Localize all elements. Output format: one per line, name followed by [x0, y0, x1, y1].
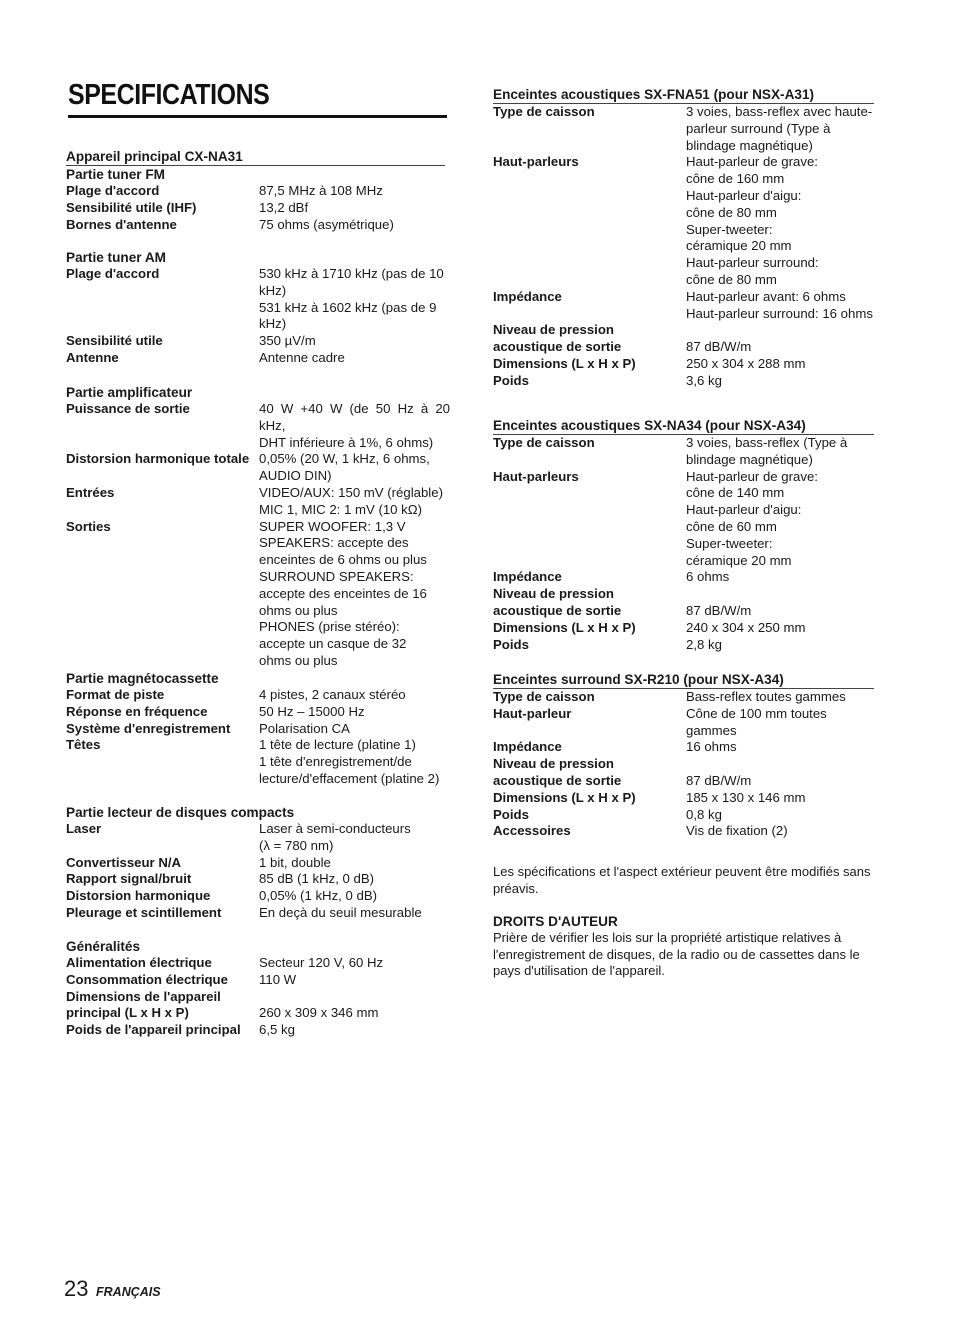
sub-heading: Partie amplificateur [66, 385, 193, 400]
spec-label: Impédance [493, 739, 562, 755]
spec-row [493, 104, 877, 154]
cd-section [66, 804, 450, 922]
spec-label: Type de caisson [493, 435, 595, 450]
spec-label: Poids [493, 636, 529, 652]
sub-heading: Partie tuner AM [66, 250, 166, 265]
spec-label: Rapport signal/bruit [66, 871, 192, 887]
spec-value: 50 Hz – 15000 Hz [259, 703, 365, 719]
spec-value: 3 voies, bass-reflex avec haute- parleur surround (Type à blindage magnétique) [686, 104, 873, 153]
spec-label: Entrées [66, 484, 115, 500]
sub-heading: Généralités [66, 939, 141, 954]
spec-value: 0,8 kg [686, 806, 722, 822]
spec-value: 75 ohms (asymétrique) [259, 216, 394, 232]
spec-row [493, 154, 877, 288]
spec-value: Vis de fixation (2) [686, 823, 788, 839]
spec-row [66, 871, 450, 888]
page-number: 23 [64, 1276, 89, 1301]
spec-row [493, 469, 877, 570]
spec-label: Bornes d'antenne [66, 216, 177, 232]
spec-row [66, 855, 450, 872]
spec-label: Niveau de pression acoustique de sortie [493, 586, 622, 618]
spec-row [66, 888, 450, 905]
spec-row [66, 905, 450, 922]
copyright-heading: DROITS D'AUTEUR [493, 914, 618, 929]
spec-label: Niveau de pression acoustique de sortie [493, 322, 622, 355]
tape-section [66, 670, 450, 788]
spec-row [493, 706, 877, 740]
spec-table [66, 955, 450, 1039]
spec-value: Cône de 100 mm toutes gammes [686, 705, 827, 738]
spec-label: Dimensions de l'appareil principal (L x H x P) [66, 988, 221, 1021]
spec-value: En deçà du seuil mesurable [259, 904, 422, 920]
spec-label: Sensibilité utile (IHF) [66, 199, 197, 215]
spec-label: Puissance de sortie [66, 401, 190, 416]
spec-label: Plage d'accord [66, 183, 160, 198]
spec-row [66, 704, 450, 721]
sub-heading: Partie tuner FM [66, 167, 165, 182]
spec-value: 250 x 304 x 288 mm [686, 355, 806, 371]
spec-value: 16 ohms [686, 739, 737, 755]
spec-table [66, 266, 450, 367]
spec-value: 6,5 kg [259, 1022, 295, 1038]
notice-text: Les spécifications et l'aspect extérieur peuvent être modifiés sans préavis. [493, 864, 871, 896]
spec-value: 2,8 kg [686, 636, 722, 652]
spec-row [493, 620, 877, 637]
main-unit-section [66, 148, 450, 233]
spec-value: 0,05% (1 kHz, 0 dB) [259, 888, 378, 904]
spec-label: Laser [66, 821, 102, 836]
spec-value: 530 kHz à 1710 kHz (pas de 10 kHz) 531 kHz à 1602 kHz (pas de 9 kHz) [259, 266, 444, 332]
spec-value: Haut-parleur avant: 6 ohms Haut-parleur surround: 16 ohms [686, 288, 873, 321]
spec-value: 260 x 309 x 346 mm [259, 1005, 379, 1021]
spec-label: Type de caisson [493, 689, 595, 704]
spec-value: 6 ohms [686, 569, 730, 585]
spec-value: 40 W +40 W (de 50 Hz à 20 kHz, DHT inférieure à 1%, 6 ohms) [259, 401, 450, 450]
title-rule [68, 115, 447, 118]
section-heading: Enceintes surround SX-R210 (pour NSX-A34) [493, 672, 784, 687]
amplifier-section [66, 384, 450, 670]
spec-value: Laser à semi-conducteurs (λ = 780 nm) [259, 821, 411, 853]
spec-row [66, 821, 450, 855]
spec-value: 0,05% (20 W, 1 kHz, 6 ohms, AUDIO DIN) [259, 451, 430, 484]
spec-row [493, 790, 877, 807]
spec-value: 13,2 dBf [259, 199, 309, 215]
spec-label: Sorties [66, 518, 111, 534]
spec-value: Secteur 120 V, 60 Hz [259, 955, 384, 970]
spec-label: Pleurage et scintillement [66, 904, 222, 920]
spec-row [66, 217, 450, 234]
spec-label: Têtes [66, 737, 101, 753]
spec-row [66, 721, 450, 738]
spec-row [66, 955, 450, 972]
spec-row [493, 807, 877, 824]
spec-value: 185 x 130 x 146 mm [686, 789, 806, 805]
spec-value: 110 W [259, 971, 297, 987]
spec-label: Haut-parleurs [493, 154, 579, 170]
spec-label: Réponse en fréquence [66, 703, 208, 719]
spec-row [66, 266, 450, 333]
spec-row [66, 519, 450, 670]
spec-row [493, 586, 877, 620]
spec-label: Format de piste [66, 687, 165, 702]
spec-value: Polarisation CA [259, 720, 350, 736]
spec-value: 350 µV/m [259, 333, 316, 349]
spec-table [66, 821, 450, 922]
spec-value: Antenne cadre [259, 349, 345, 365]
section-heading: Enceintes acoustiques SX-FNA51 (pour NSX-A31) [493, 87, 815, 102]
spec-label: Type de caisson [493, 104, 595, 119]
sub-heading: Partie lecteur de disques compacts [66, 805, 295, 820]
footer-language: FRANÇAIS [96, 1285, 161, 1299]
spec-value: 1 tête de lecture (platine 1) 1 tête d'enregistrement/de lecture/d'effacement (platine 2) [259, 737, 440, 786]
spec-value: 4 pistes, 2 canaux stéréo [259, 687, 406, 702]
copyright-section [493, 913, 877, 980]
spec-value: 3 voies, bass-reflex (Type à blindage magnétique) [686, 435, 848, 467]
spec-table [493, 689, 877, 840]
spec-row [66, 183, 450, 200]
spec-row [493, 756, 877, 790]
spec-row [66, 485, 450, 519]
spec-label: Impédance [493, 569, 562, 585]
spec-value: VIDEO/AUX: 150 mV (réglable) MIC 1, MIC 2: 1 mV (10 kΩ) [259, 484, 443, 517]
spec-value: SUPER WOOFER: 1,3 V SPEAKERS: accepte des enceintes de 6 ohms ou plus SURROUND SPEAKERS: accepte des enceintes de 16 ohms ou plus PHONES (prise stéréo): accepte un casque de 32 ohms ou plus [259, 518, 427, 668]
spec-label: Haut-parleur [493, 705, 572, 721]
spec-label: Système d'enregistrement [66, 720, 231, 736]
spec-value: Bass-reflex toutes gammes [686, 689, 846, 704]
spec-label: Impédance [493, 288, 562, 304]
spec-label: Sensibilité utile [66, 333, 163, 349]
spec-label: Poids [493, 806, 529, 822]
spec-table [66, 401, 450, 670]
r210-section [493, 671, 877, 840]
spec-row [66, 989, 450, 1023]
spec-label: Dimensions (L x H x P) [493, 619, 636, 635]
spec-row [493, 373, 877, 390]
page-title: SPECIFICATIONS [68, 79, 270, 111]
spec-value: Haut-parleur de grave: cône de 160 mm Haut-parleur d'aigu: cône de 80 mm Super-tweeter: céramique 20 mm Haut-parleur surround: cône de 80 mm [686, 154, 819, 287]
spec-value: 87,5 MHz à 108 MHz [259, 183, 383, 198]
spec-label: Alimentation électrique [66, 955, 212, 970]
spec-value: 87 dB/W/m [686, 602, 752, 618]
spec-table [66, 183, 450, 233]
spec-label: Plage d'accord [66, 266, 160, 281]
spec-label: Convertisseur N/A [66, 854, 182, 870]
spec-label: Antenne [66, 349, 119, 365]
spec-table [493, 104, 877, 390]
sub-heading: Partie magnétocassette [66, 671, 219, 686]
spec-row [493, 823, 877, 840]
spec-label: Dimensions (L x H x P) [493, 789, 636, 805]
section-heading: Enceintes acoustiques SX-NA34 (pour NSX-A34) [493, 418, 806, 433]
spec-label: Distorsion harmonique [66, 888, 211, 904]
spec-label: Dimensions (L x H x P) [493, 355, 636, 371]
spec-label: Consommation électrique [66, 971, 228, 987]
spec-label: Distorsion harmonique totale [66, 451, 250, 467]
section-heading: Appareil principal CX-NA31 [66, 149, 243, 164]
spec-row [493, 435, 877, 469]
spec-row [493, 637, 877, 654]
spec-label: Haut-parleurs [493, 468, 579, 484]
na34-section [493, 417, 877, 653]
general-section [66, 938, 450, 1039]
spec-row [66, 687, 450, 704]
spec-row [66, 1022, 450, 1039]
spec-row [493, 569, 877, 586]
spec-row [493, 322, 877, 356]
spec-row [66, 451, 450, 485]
spec-row [66, 972, 450, 989]
spec-value: 87 dB/W/m [686, 339, 752, 355]
spec-row [66, 350, 450, 367]
spec-value: 85 dB (1 kHz, 0 dB) [259, 871, 375, 887]
spec-table [66, 687, 450, 788]
spec-row [66, 401, 450, 451]
spec-row [66, 737, 450, 787]
spec-row [66, 333, 450, 350]
spec-row [66, 200, 450, 217]
spec-label: Niveau de pression acoustique de sortie [493, 756, 622, 788]
spec-value: 87 dB/W/m [686, 772, 752, 788]
spec-value: Haut-parleur de grave: cône de 140 mm Haut-parleur d'aigu: cône de 60 mm Super-tweeter: céramique 20 mm [686, 468, 818, 568]
spec-value: 3,6 kg [686, 372, 722, 388]
spec-table [493, 435, 877, 653]
copyright-text: Prière de vérifier les lois sur la propriété artistique relatives à l'enregistrement de disques, de la radio ou de cassettes dans le pays d'utilisation de l'appareil. [493, 930, 860, 978]
spec-label: Accessoires [493, 823, 571, 839]
spec-row [493, 289, 877, 323]
spec-value: 1 bit, double [259, 854, 331, 870]
spec-value: 240 x 304 x 250 mm [686, 619, 806, 635]
fna51-section [493, 86, 877, 390]
spec-label: Poids de l'appareil principal [66, 1022, 241, 1038]
am-section [66, 249, 450, 367]
spec-label: Poids [493, 372, 529, 388]
spec-row [493, 739, 877, 756]
spec-row [493, 689, 877, 706]
spec-row [493, 356, 877, 373]
